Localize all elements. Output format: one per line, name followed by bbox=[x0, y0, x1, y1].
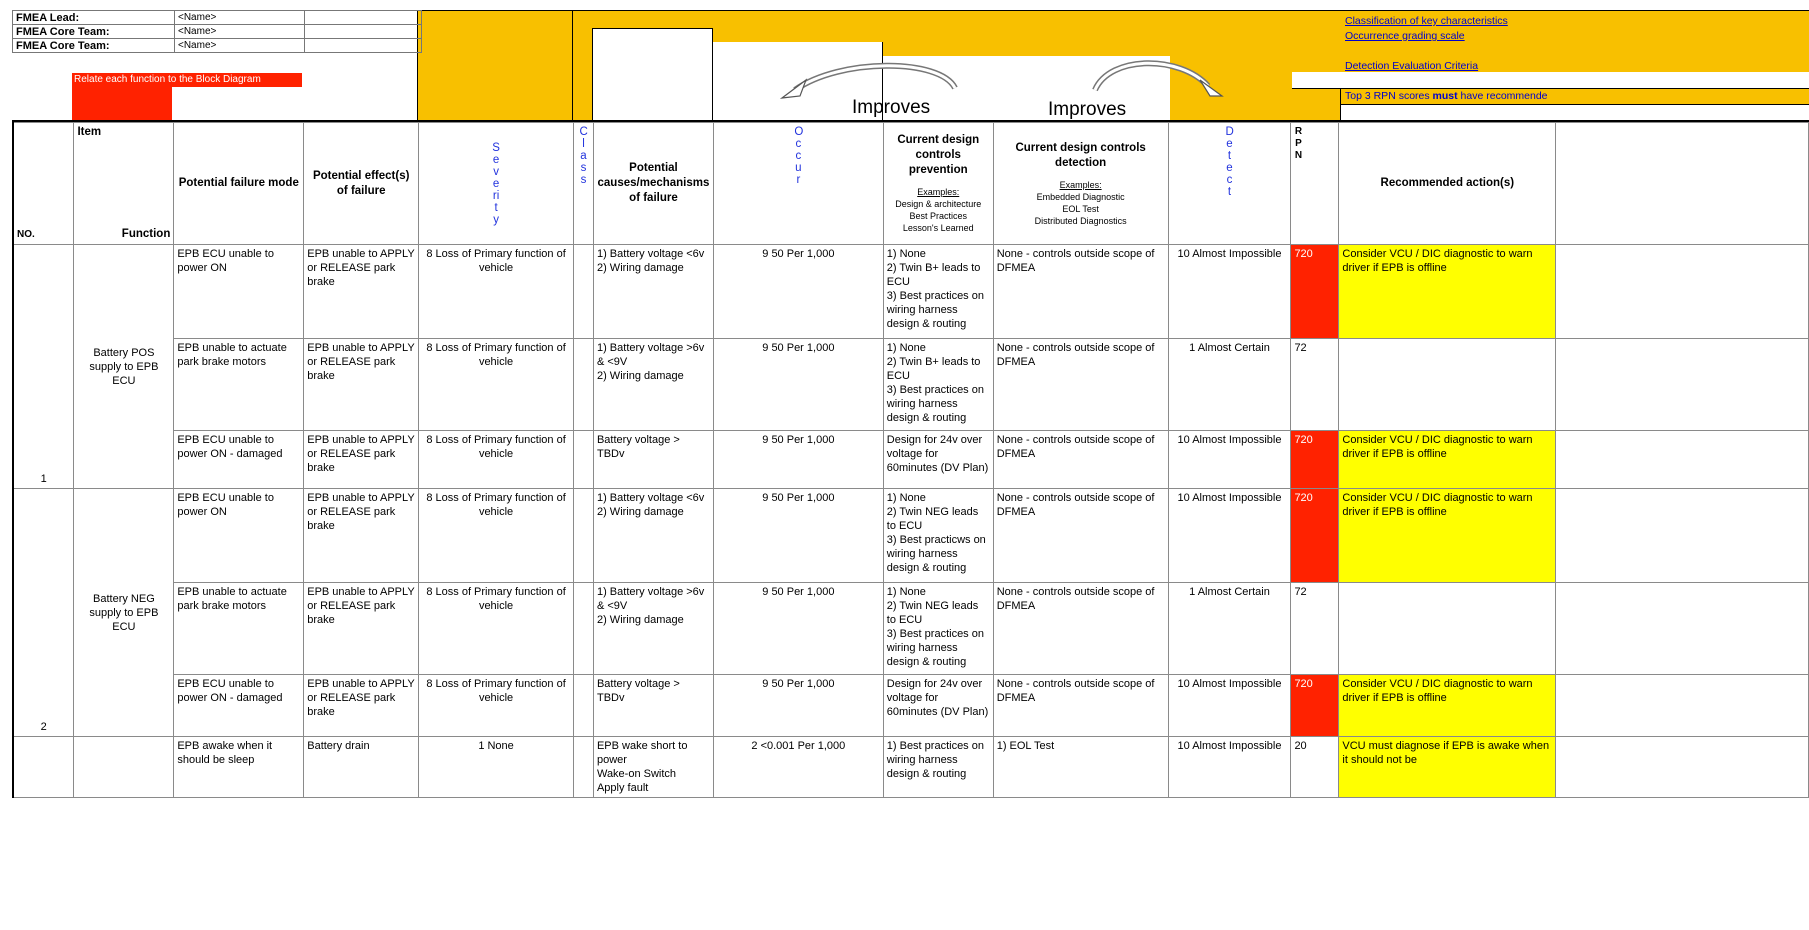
top3-text: Top 3 RPN scores bbox=[1345, 90, 1433, 102]
arrowhead-right-icon bbox=[1200, 80, 1222, 96]
detection-title: Current design controls detection bbox=[1015, 141, 1146, 169]
class-cell[interactable] bbox=[573, 339, 593, 431]
failure-mode-cell[interactable]: EPB unable to actuate park brake motors bbox=[174, 583, 304, 675]
extra-cell bbox=[1556, 339, 1809, 431]
class-cell[interactable] bbox=[573, 675, 593, 737]
effect-cell[interactable]: EPB unable to APPLY or RELEASE park brake bbox=[304, 489, 419, 583]
rpn-cell[interactable]: 72 bbox=[1291, 339, 1339, 431]
rpn-cell[interactable]: 720 bbox=[1291, 431, 1339, 489]
fmea-body bbox=[13, 245, 1809, 798]
table-row bbox=[13, 583, 1809, 675]
header-occur bbox=[713, 123, 883, 245]
row-number-cell[interactable]: 1 bbox=[13, 245, 74, 489]
detect-cell[interactable]: 1 Almost Certain bbox=[1168, 339, 1291, 431]
top3-emphasis: must bbox=[1432, 90, 1458, 102]
header-no bbox=[13, 123, 74, 245]
top3-rpn-note bbox=[1345, 90, 1548, 102]
cause-cell[interactable]: 1) Battery voltage >6v & <9V 2) Wiring damage bbox=[593, 583, 713, 675]
table-row bbox=[13, 675, 1809, 737]
vertical-header-text: Class bbox=[579, 126, 588, 186]
header-causes: Potential causes/mechanisms of failure bbox=[593, 123, 713, 245]
cause-cell[interactable]: EPB wake short to power Wake-on Switch Apply fault bbox=[593, 737, 713, 798]
header-extra bbox=[1556, 123, 1809, 245]
occur-cell[interactable]: 9 50 Per 1,000 bbox=[713, 339, 883, 431]
table-row bbox=[13, 431, 1809, 489]
detection-cell[interactable]: None - controls outside scope of DFMEA bbox=[993, 489, 1168, 583]
detect-cell[interactable]: 1 Almost Certain bbox=[1168, 583, 1291, 675]
team-row bbox=[13, 11, 422, 25]
effect-cell[interactable]: Battery drain bbox=[304, 737, 419, 798]
table-row bbox=[13, 489, 1809, 583]
detect-cell[interactable]: 10 Almost Impossible bbox=[1168, 431, 1291, 489]
occur-cell[interactable]: 9 50 Per 1,000 bbox=[713, 245, 883, 339]
severity-cell[interactable]: 8 Loss of Primary function of vehicle bbox=[419, 431, 574, 489]
rpn-cell[interactable]: 72 bbox=[1291, 583, 1339, 675]
recommended-action-cell[interactable] bbox=[1339, 583, 1556, 675]
link-classification[interactable]: Classification of key characteristics bbox=[1345, 15, 1508, 27]
table-row bbox=[13, 245, 1809, 339]
header-detection bbox=[993, 123, 1168, 245]
prevention-cell[interactable]: 1) None 2) Twin NEG leads to ECU 3) Best practices on wiring harness design & routing bbox=[883, 583, 993, 675]
rpn-cell[interactable]: 720 bbox=[1291, 675, 1339, 737]
occur-cell[interactable]: 2 <0.001 Per 1,000 bbox=[713, 737, 883, 798]
detection-cell[interactable]: None - controls outside scope of DFMEA bbox=[993, 431, 1168, 489]
failure-mode-cell[interactable]: EPB awake when it should be sleep bbox=[174, 737, 304, 798]
class-cell[interactable] bbox=[573, 431, 593, 489]
row-number-cell[interactable]: 2 bbox=[13, 489, 74, 737]
team-label: FMEA Core Team: bbox=[13, 25, 175, 39]
recommended-action-cell[interactable]: Consider VCU / DIC diagnostic to warn driver if EPB is offline bbox=[1339, 675, 1556, 737]
vertical-header-text: Detect bbox=[1225, 126, 1234, 198]
prevention-examples-title: Examples: bbox=[917, 187, 960, 197]
effect-cell[interactable]: EPB unable to APPLY or RELEASE park brake bbox=[304, 583, 419, 675]
effect-cell[interactable]: EPB unable to APPLY or RELEASE park brake bbox=[304, 675, 419, 737]
team-value[interactable]: <Name> bbox=[175, 39, 305, 53]
function-cell[interactable]: Battery NEG supply to EPB ECU bbox=[74, 489, 174, 737]
recommended-action-cell[interactable] bbox=[1339, 339, 1556, 431]
detection-cell[interactable]: None - controls outside scope of DFMEA bbox=[993, 245, 1168, 339]
extra-cell bbox=[1556, 245, 1809, 339]
effect-cell[interactable]: EPB unable to APPLY or RELEASE park brake bbox=[304, 245, 419, 339]
prevention-cell[interactable]: 1) Best practices on wiring harness design & routing bbox=[883, 737, 993, 798]
block-diagram-note-tab bbox=[72, 87, 172, 120]
team-table bbox=[12, 10, 422, 53]
improves-label-1: Improves bbox=[852, 97, 931, 118]
header-failure-mode: Potential failure mode bbox=[174, 123, 304, 245]
extra-cell bbox=[1556, 737, 1809, 798]
header-severity bbox=[419, 123, 574, 245]
severity-cell[interactable]: 8 Loss of Primary function of vehicle bbox=[419, 675, 574, 737]
header-item-text: Item bbox=[77, 126, 102, 138]
link-occurrence[interactable]: Occurrence grading scale bbox=[1345, 30, 1465, 42]
detect-cell[interactable]: 10 Almost Impossible bbox=[1168, 675, 1291, 737]
failure-mode-cell[interactable]: EPB ECU unable to power ON - damaged bbox=[174, 431, 304, 489]
detection-cell[interactable]: None - controls outside scope of DFMEA bbox=[993, 583, 1168, 675]
effect-cell[interactable]: EPB unable to APPLY or RELEASE park brake bbox=[304, 339, 419, 431]
header-item-function bbox=[74, 123, 174, 245]
extra-cell bbox=[1556, 431, 1809, 489]
header-no-text: NO. bbox=[17, 229, 35, 240]
occur-cell[interactable]: 9 50 Per 1,000 bbox=[713, 489, 883, 583]
link-detection[interactable]: Detection Evaluation Criteria bbox=[1345, 60, 1479, 72]
class-cell[interactable] bbox=[573, 737, 593, 798]
severity-cell[interactable]: 8 Loss of Primary function of vehicle bbox=[419, 245, 574, 339]
prevention-example: Best Practices bbox=[909, 211, 967, 221]
prevention-cell[interactable]: 1) None 2) Twin B+ leads to ECU 3) Best practices on wiring harness design & routing bbox=[883, 245, 993, 339]
prevention-example: Lesson's Learned bbox=[902, 223, 974, 233]
rpn-cell[interactable]: 20 bbox=[1291, 737, 1339, 798]
team-empty-cell bbox=[305, 11, 422, 25]
vertical-header-text: Occur bbox=[794, 126, 804, 186]
recommended-action-cell[interactable]: Consider VCU / DIC diagnostic to warn driver if EPB is offline bbox=[1339, 489, 1556, 583]
occur-cell[interactable]: 9 50 Per 1,000 bbox=[713, 675, 883, 737]
team-row bbox=[13, 25, 422, 39]
prevention-example: Design & architecture bbox=[895, 199, 982, 209]
recommended-action-cell[interactable]: Consider VCU / DIC diagnostic to warn driver if EPB is offline bbox=[1339, 245, 1556, 339]
function-cell[interactable]: Battery POS supply to EPB ECU bbox=[74, 245, 174, 489]
failure-mode-cell[interactable]: EPB ECU unable to power ON bbox=[174, 245, 304, 339]
recommended-action-cell[interactable]: Consider VCU / DIC diagnostic to warn driver if EPB is offline bbox=[1339, 431, 1556, 489]
fmea-table bbox=[12, 122, 1809, 798]
arrow-right-icon bbox=[1095, 63, 1208, 90]
team-value[interactable]: <Name> bbox=[175, 11, 305, 25]
occur-cell[interactable]: 9 50 Per 1,000 bbox=[713, 583, 883, 675]
header-class bbox=[573, 123, 593, 245]
team-empty-cell bbox=[305, 25, 422, 39]
detect-cell[interactable]: 10 Almost Impossible bbox=[1168, 737, 1291, 798]
occur-cell[interactable]: 9 50 Per 1,000 bbox=[713, 431, 883, 489]
header-row bbox=[13, 123, 1809, 245]
extra-cell bbox=[1556, 489, 1809, 583]
header-recommended: Recommended action(s) bbox=[1339, 123, 1556, 245]
detection-cell[interactable]: 1) EOL Test bbox=[993, 737, 1168, 798]
rpn-cell[interactable]: 720 bbox=[1291, 489, 1339, 583]
recommended-action-cell[interactable]: VCU must diagnose if EPB is awake when it should not be bbox=[1339, 737, 1556, 798]
severity-cell[interactable]: 8 Loss of Primary function of vehicle bbox=[419, 339, 574, 431]
prevention-title: Current design controls prevention bbox=[897, 134, 980, 176]
failure-mode-cell[interactable]: EPB ECU unable to power ON bbox=[174, 489, 304, 583]
class-cell[interactable] bbox=[573, 489, 593, 583]
improves-arrows bbox=[760, 50, 1240, 110]
severity-cell[interactable]: 8 Loss of Primary function of vehicle bbox=[419, 583, 574, 675]
cause-cell[interactable]: 1) Battery voltage <6v 2) Wiring damage bbox=[593, 245, 713, 339]
team-empty-cell bbox=[305, 39, 422, 53]
class-cell[interactable] bbox=[573, 583, 593, 675]
header-prevention bbox=[883, 123, 993, 245]
table-row bbox=[13, 737, 1809, 798]
detection-cell[interactable]: None - controls outside scope of DFMEA bbox=[993, 675, 1168, 737]
prevention-cell[interactable]: 1) None 2) Twin B+ leads to ECU 3) Best practices on wiring harness design & routing bbox=[883, 339, 993, 431]
arrowhead-left-icon bbox=[782, 80, 806, 98]
rpn-cell[interactable]: 720 bbox=[1291, 245, 1339, 339]
header-function-text: Function bbox=[121, 228, 171, 240]
severity-cell[interactable]: 8 Loss of Primary function of vehicle bbox=[419, 489, 574, 583]
table-row bbox=[13, 339, 1809, 431]
team-label: FMEA Core Team: bbox=[13, 39, 175, 53]
row-number-cell[interactable] bbox=[13, 737, 74, 798]
cause-cell[interactable]: 1) Battery voltage >6v & <9V 2) Wiring damage bbox=[593, 339, 713, 431]
detect-cell[interactable]: 10 Almost Impossible bbox=[1168, 245, 1291, 339]
vertical-header-text: Severity bbox=[492, 141, 500, 226]
detection-examples-title: Examples: bbox=[1059, 179, 1102, 190]
top3-text-end: have recommende bbox=[1457, 90, 1548, 102]
extra-cell bbox=[1556, 675, 1809, 737]
cause-cell[interactable]: 1) Battery voltage <6v 2) Wiring damage bbox=[593, 489, 713, 583]
failure-mode-cell[interactable]: EPB unable to actuate park brake motors bbox=[174, 339, 304, 431]
failure-mode-cell[interactable]: EPB ECU unable to power ON - damaged bbox=[174, 675, 304, 737]
prevention-cell[interactable]: Design for 24v over voltage for 60minutes (DV Plan) bbox=[883, 675, 993, 737]
detection-example: Embedded Diagnostic bbox=[1036, 191, 1125, 202]
detect-cell[interactable]: 10 Almost Impossible bbox=[1168, 489, 1291, 583]
detection-example: Distributed Diagnostics bbox=[1034, 215, 1127, 226]
detection-example: EOL Test bbox=[1062, 203, 1099, 214]
effect-cell[interactable]: EPB unable to APPLY or RELEASE park brake bbox=[304, 431, 419, 489]
severity-cell[interactable]: 1 None bbox=[419, 737, 574, 798]
prevention-cell[interactable]: Design for 24v over voltage for 60minutes (DV Plan) bbox=[883, 431, 993, 489]
header-detect bbox=[1168, 123, 1291, 245]
extra-cell bbox=[1556, 583, 1809, 675]
detection-cell[interactable]: None - controls outside scope of DFMEA bbox=[993, 339, 1168, 431]
header-rpn bbox=[1291, 123, 1339, 245]
improves-label-2: Improves bbox=[1048, 99, 1127, 120]
vertical-header-text: RPN bbox=[1294, 126, 1303, 161]
function-cell[interactable] bbox=[74, 737, 174, 798]
cause-cell[interactable]: Battery voltage > TBDv bbox=[593, 675, 713, 737]
cause-cell[interactable]: Battery voltage > TBDv bbox=[593, 431, 713, 489]
header-effects: Potential effect(s) of failure bbox=[304, 123, 419, 245]
block-diagram-note-text: Relate each function to the Block Diagram bbox=[74, 74, 261, 85]
team-row bbox=[13, 39, 422, 53]
team-value[interactable]: <Name> bbox=[175, 25, 305, 39]
class-cell[interactable] bbox=[573, 245, 593, 339]
team-label: FMEA Lead: bbox=[13, 11, 175, 25]
prevention-cell[interactable]: 1) None 2) Twin NEG leads to ECU 3) Best practicws on wiring harness design & routing bbox=[883, 489, 993, 583]
